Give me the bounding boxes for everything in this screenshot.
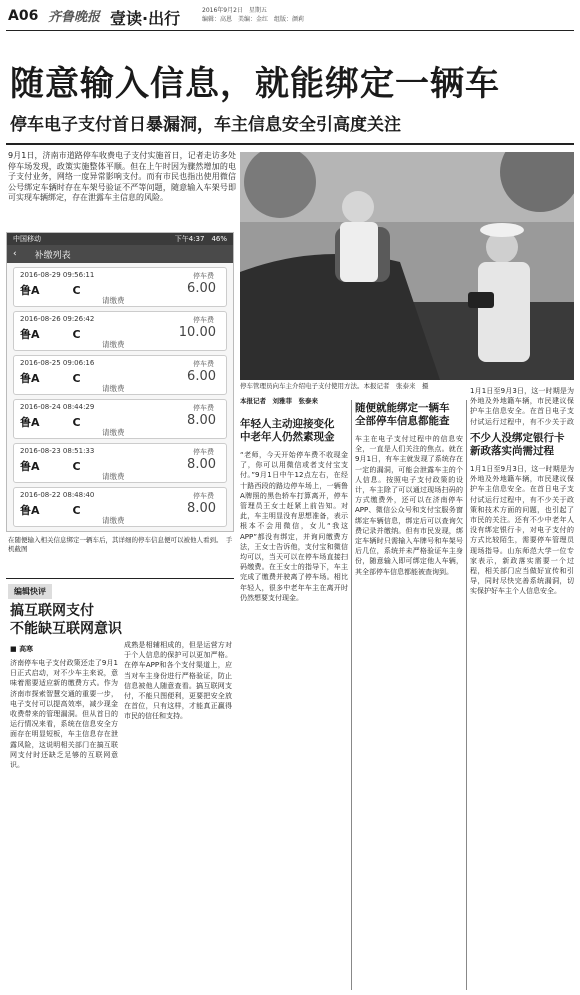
- review-body-col1: 济南停车电子支付政策还走了9月1日正式启动，对不少车主来说，意味着需要适应新的缴费方式。作为济南市探索智慧交通的重要一步，电子支付可以提高效率，减少现金收费带来的管理漏洞。但从首日的运行情况来看，系统在信息安全方面存在明显短板，车主信息存在泄露风险，这说明相关部门在搞互联网支付时还缺乏足够的互联网意识。: [10, 659, 118, 770]
- record-plate: 鲁A C: [20, 372, 81, 385]
- record-fee-label: 停车费: [193, 492, 214, 500]
- record-status: 请缴费: [102, 428, 125, 437]
- record-status: 请缴费: [102, 340, 125, 349]
- col3-intro: 1月1日至9月3日，这一时期是为外地及外地籍车辆，市民建议保护车主信息安全。在首日电子支付试运行过程中，有不少关于政: [470, 387, 574, 426]
- record-fee-label: 停车费: [193, 272, 214, 280]
- col3-body: 1月1日至9月3日，这一时期是为外地及外地籍车辆，市民建议保护车主信息安全。在首日电子支付试运行过程中，有不少关于政策和技术方面的问题，也引起了市民的关注。还有不少中老年人没有绑定银行卡，对电子支付的方式比较陌生，需要停车管理员现场指导。山东师范大学一位专家表示，新政落实需要一个过程，相关部门应当做好宣传和引导，同时尽快完善系统漏洞，切实保护好车主个人信息安全。: [470, 465, 574, 596]
- record-status: 请缴费: [102, 472, 125, 481]
- column-divider: [351, 400, 352, 990]
- record-fee: 6.00: [187, 369, 216, 384]
- record-fee: 6.00: [187, 281, 216, 296]
- parking-record-card[interactable]: [13, 311, 227, 351]
- phone-caption: 在随便输入相关信息绑定一辆车后，其详细的停车信息便可以被他人看到。 手机截图: [8, 536, 233, 553]
- parking-record-card[interactable]: [13, 443, 227, 483]
- col3-heading: 不少人没绑定银行卡 新政落实尚需过程: [470, 432, 565, 457]
- record-status: 请缴费: [102, 296, 125, 305]
- back-arrow-icon[interactable]: ‹: [13, 249, 17, 259]
- record-datetime: 2016-08-29 09:56:11: [20, 271, 95, 279]
- record-fee-label: 停车费: [193, 316, 214, 324]
- parking-record-card[interactable]: [13, 267, 227, 307]
- review-tag: 编辑快评: [8, 584, 52, 599]
- record-datetime: 2016-08-25 09:06:16: [20, 359, 95, 367]
- clock-battery: 下午4:37 46%: [174, 235, 227, 243]
- review-rule: [6, 578, 234, 579]
- record-fee: 8.00: [187, 501, 216, 516]
- review-body-col2: 成熟是相辅相成的，但是运营方对于个人信息的保护可以更加严格。在停车APP和各个支付渠道上，应当对车主身份进行严格验证，防止信息被他人随意查看。搞互联网支付，不能只图便利，更要把安全放在首位，只有这样，才能真正赢得市民的信任和支持。: [124, 641, 232, 721]
- record-datetime: 2016-08-22 08:48:40: [20, 491, 95, 499]
- subheadline: 停车电子支付首日暴漏洞，车主信息安全引高度关注: [10, 115, 401, 135]
- record-fee-label: 停车费: [193, 360, 214, 368]
- phone-status-bar: [7, 233, 233, 245]
- record-datetime: 2016-08-23 08:51:33: [20, 447, 95, 455]
- record-datetime: 2016-08-24 08:44:29: [20, 403, 95, 411]
- parking-record-card[interactable]: [13, 355, 227, 395]
- photo-illustration: [240, 152, 574, 380]
- record-fee-label: 停车费: [193, 404, 214, 412]
- record-plate: 鲁A C: [20, 284, 81, 297]
- carrier-label: 中国移动: [13, 235, 41, 243]
- review-author: [10, 644, 33, 654]
- section-title: 壹读·出行: [110, 9, 181, 28]
- masthead-date: 2016年9月2日 星期五: [202, 7, 267, 14]
- record-status: 请缴费: [102, 384, 125, 393]
- record-fee: 8.00: [187, 413, 216, 428]
- record-datetime: 2016-08-26 09:26:42: [20, 315, 95, 323]
- col1-heading: 年轻人主动迎接变化 中老年人仍然素现金: [240, 418, 335, 443]
- phone-header: [7, 245, 233, 263]
- news-photo: [240, 152, 574, 380]
- record-plate: 鲁A C: [20, 416, 81, 429]
- parking-record-card[interactable]: [13, 487, 227, 527]
- headline-rule: [6, 143, 574, 145]
- square-bullet-icon: ■: [10, 645, 17, 653]
- masthead-staff: 编辑：高恩 美编：金红 组版：颜莉: [202, 16, 305, 23]
- photo-caption: 停车管理员向车主介绍电子支付使用方法。本报记者 张泰来 摄: [240, 382, 429, 390]
- record-plate: 鲁A C: [20, 328, 81, 341]
- review-author-name: 高寒: [19, 645, 34, 653]
- col2-body: 车主在电子支付过程中的信息安全，一直是人们关注的焦点。就在9月1日，有车主就发现了系统存在一定的漏洞，可能会泄露车主的个人信息。按照电子支付政策的设计，车主除了可以通过现场扫码的方式缴费外，还可以在济南停车APP、微信公众号和支付宝服务窗绑定车辆信息，绑定后可以查询欠费记录并缴纳。但有市民发现，绑定车辆时只需输入车牌号和车架号后几位，系统并未严格验证车主身份，随意输入即可绑定他人车辆，其全部停车信息都能被查询到。: [355, 435, 463, 576]
- parking-record-card[interactable]: [13, 399, 227, 439]
- column-divider: [466, 400, 467, 990]
- record-status: 请缴费: [102, 516, 125, 525]
- lead-paragraph: 9月1日，济南市道路停车收费电子支付实施首日，记者走访多处停车场发现，政策实施整体平顺。但在上午时因为骤然增加的电子支付业务，网络一度异常影响支付。而有市民也指出使用微信公号绑定车辆时存在车架号验证不严等问题，随意输入车架号即可实现车辆绑定，存在泄露车主信息的风险。: [8, 151, 236, 202]
- phone-page-title: 补缴列表: [34, 250, 71, 261]
- col1-body: “老师，今天开始停车费不收现金了，你可以用微信或者支付宝支付。”9月1日中午12点左右，在经十路西段的路边停车场上，一辆鲁A牌照的黑色轿车打算离开，停车管理员王女士赶紧上前告知。对此，车主明显没有思想准备，表示根本不会用微信，女儿“我这APP”都没有绑定，并询问缴费方法，王女士告诉他，支付宝和微信均可以，当天可以在停车场直接扫码缴费。在王女士的指导下，车主完成了缴费并驶离了停车场。相比年轻人，很多中老年车主在离开时仍然想要支付现金。: [240, 451, 348, 602]
- newspaper-brand: 齐鲁晚报: [48, 10, 101, 25]
- record-plate: 鲁A C: [20, 460, 81, 473]
- col2-heading: 随便就能绑定一辆车 全部停车信息都能查: [355, 402, 450, 427]
- record-list: [7, 267, 233, 527]
- record-fee: 10.00: [178, 325, 216, 340]
- reporter-byline: 本报记者 刘雅菲 张泰来: [240, 397, 318, 405]
- review-title: 搞互联网支付 不能缺互联网意识: [10, 603, 122, 637]
- phone-screenshot: [6, 232, 234, 532]
- masthead-rule: [6, 30, 574, 31]
- record-plate: 鲁A C: [20, 504, 81, 517]
- masthead-meta: [202, 6, 332, 24]
- headline: 随意输入信息，就能绑定一辆车: [10, 64, 500, 104]
- record-fee-label: 停车费: [193, 448, 214, 456]
- record-fee: 8.00: [187, 457, 216, 472]
- page-number: A06: [8, 8, 39, 24]
